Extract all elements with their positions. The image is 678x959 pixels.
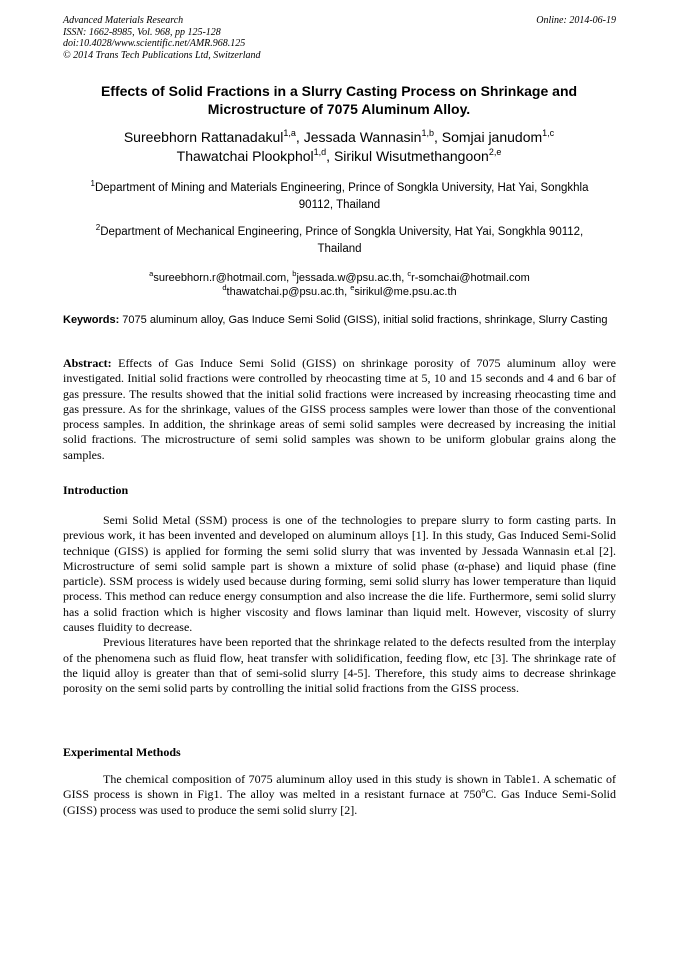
- affiliation-1: [63, 180, 616, 214]
- online-date: Online: 2014-06-19: [536, 15, 616, 26]
- degree-sup: o: [481, 786, 486, 796]
- section-heading-experimental: Experimental Methods: [63, 745, 181, 759]
- email-sup: a: [149, 269, 154, 278]
- author-name: Somjai janudom: [441, 129, 543, 145]
- email-sup: e: [350, 283, 355, 292]
- doi: doi:10.4028/www.scientific.net/AMR.968.125: [63, 38, 246, 49]
- introduction-body: [63, 513, 616, 697]
- email-link[interactable]: sureebhorn.r@hotmail.com,: [153, 272, 293, 284]
- author-name: Jessada Wannasin: [303, 129, 422, 145]
- keywords-label: Keywords:: [63, 314, 120, 326]
- paragraph-text: The chemical composition of 7075 aluminum alloy used in this study is shown in Table1. A schematic of GISS process is shown in Fig1. The alloy was melted in a resistant furnace at 750: [63, 772, 616, 802]
- author-name: Thawatchai Plookphol: [176, 148, 314, 164]
- keywords: [63, 313, 616, 327]
- email-link[interactable]: r-somchai@hotmail.com: [411, 272, 530, 284]
- author-name: Sureebhorn Rattanadakul: [123, 129, 284, 145]
- paragraph: Semi Solid Metal (SSM) process is one of the technologies to prepare slurry to form casting parts. In previous work, it has been invented and developed on aluminum alloys [1]. In this study, Gas Induced Semi-Solid technique (GISS) is applied for forming the semi solid slurry that was invented by Jessada Wannasin et.al [2]. Microstructure of semi solid sample part is shown a mixture of solid phase (α-phase) and liquid phase (fine particle). SSM process is widely used because during forming, semi solid slurry has lower temperature than liquid process. This method can reduce energy consumption and also increase the die life. Furthermore, semi solid slurry has a solid fraction which is higher viscosity and flows laminar than liquid melt. However, viscosity of slurry causes fluidity to decrease.: [63, 513, 616, 635]
- abstract: [63, 356, 616, 463]
- affiliation-text: Department of Mechanical Engineering, Prince of Songkla University, Hat Yai, Songkhla 90112,: [100, 226, 584, 238]
- issn: ISSN: 1662-8985, Vol. 968, pp 125-128: [63, 26, 221, 38]
- author-sep: ,: [295, 129, 304, 145]
- email-sup: c: [407, 269, 412, 278]
- affiliation-sup: 2: [95, 223, 101, 232]
- section-heading-introduction: Introduction: [63, 483, 129, 497]
- paragraph: Previous literatures have been reported that the shrinkage related to the defects resulted from the interplay of the phenomena such as fluid flow, heat transfer with solidification, feeding flow, etc [3]. The shrinkage rate of the liquid alloy is greater than that of semi-solid slurry [4-5]. Therefore, this study aims to decrease shrinkage porosity on the semi solid parts by controlling the initial solid fractions from the GISS process.: [63, 635, 616, 696]
- title-line-1: Effects of Solid Fractions in a Slurry Casting Process on Shrinkage and: [100, 83, 578, 99]
- author-name: Sirikul Wisutmethangoon: [333, 148, 489, 164]
- affiliation-text: Department of Mining and Materials Engineering, Prince of Songkla University, Hat Yai, Songkhla: [94, 182, 589, 194]
- affiliation-2: [63, 224, 616, 258]
- email-sup: b: [292, 269, 297, 278]
- abstract-label: Abstract:: [63, 356, 112, 370]
- author-line-1: [40, 128, 638, 147]
- affiliation-sup: 1: [90, 179, 95, 188]
- author-affil-sup: 1,a: [283, 128, 296, 138]
- author-sep: ,: [433, 129, 442, 145]
- author-sep: ,: [326, 148, 334, 164]
- author-emails: [63, 271, 616, 299]
- author-line-2: [40, 147, 638, 166]
- copyright: © 2014 Trans Tech Publications Ltd, Switzerland: [63, 49, 261, 61]
- journal-name: Advanced Materials Research: [63, 15, 184, 26]
- author-affil-sup: 1,d: [313, 147, 327, 157]
- affiliation-text: 90112, Thailand: [298, 199, 381, 211]
- author-list: [40, 128, 638, 166]
- email-link[interactable]: jessada.w@psu.ac.th,: [296, 272, 408, 284]
- author-affil-sup: 1,c: [542, 128, 555, 138]
- experimental-body: [63, 772, 616, 818]
- abstract-text: Effects of Gas Induce Semi Solid (GISS) on shrinkage porosity of 7075 aluminum alloy were investigated. Initial solid fractions were controlled by rheocasting time at 5, 10 and 15 seconds and 4 and 6 bar of gas pressure. The results showed that the initial solid fractions were increased by increasing rheocasting time and gas pressure. As for the shrinkage, values of the GISS process samples were lower than those of the conventional process samples. In addition, the shrinkage areas of semi solid samples were decreased by increasing the initial solid fractions. The microstructure of semi solid samples was shown to be uniform globular grains along the samples.: [63, 356, 616, 462]
- paragraph-text: C. Gas Induce Semi-Solid (GISS) process was used to produce the semi solid slurry [2].: [63, 787, 616, 817]
- paper-title: [50, 82, 628, 118]
- email-link[interactable]: thawatchai.p@psu.ac.th,: [226, 286, 351, 298]
- affiliation-text: Thailand: [317, 243, 362, 255]
- author-affil-sup: 1,b: [421, 128, 434, 138]
- title-line-2: Microstructure of 7075 Aluminum Alloy.: [207, 101, 471, 117]
- keywords-text: 7075 aluminum alloy, Gas Induce Semi Solid (GISS), initial solid fractions, shrinkage, Slurry Casting: [119, 314, 608, 326]
- email-sup: d: [222, 283, 227, 292]
- paragraph: [63, 772, 616, 818]
- journal-header: [63, 15, 616, 61]
- author-affil-sup: 2,e: [488, 147, 502, 157]
- email-link[interactable]: sirikul@me.psu.ac.th: [354, 286, 457, 298]
